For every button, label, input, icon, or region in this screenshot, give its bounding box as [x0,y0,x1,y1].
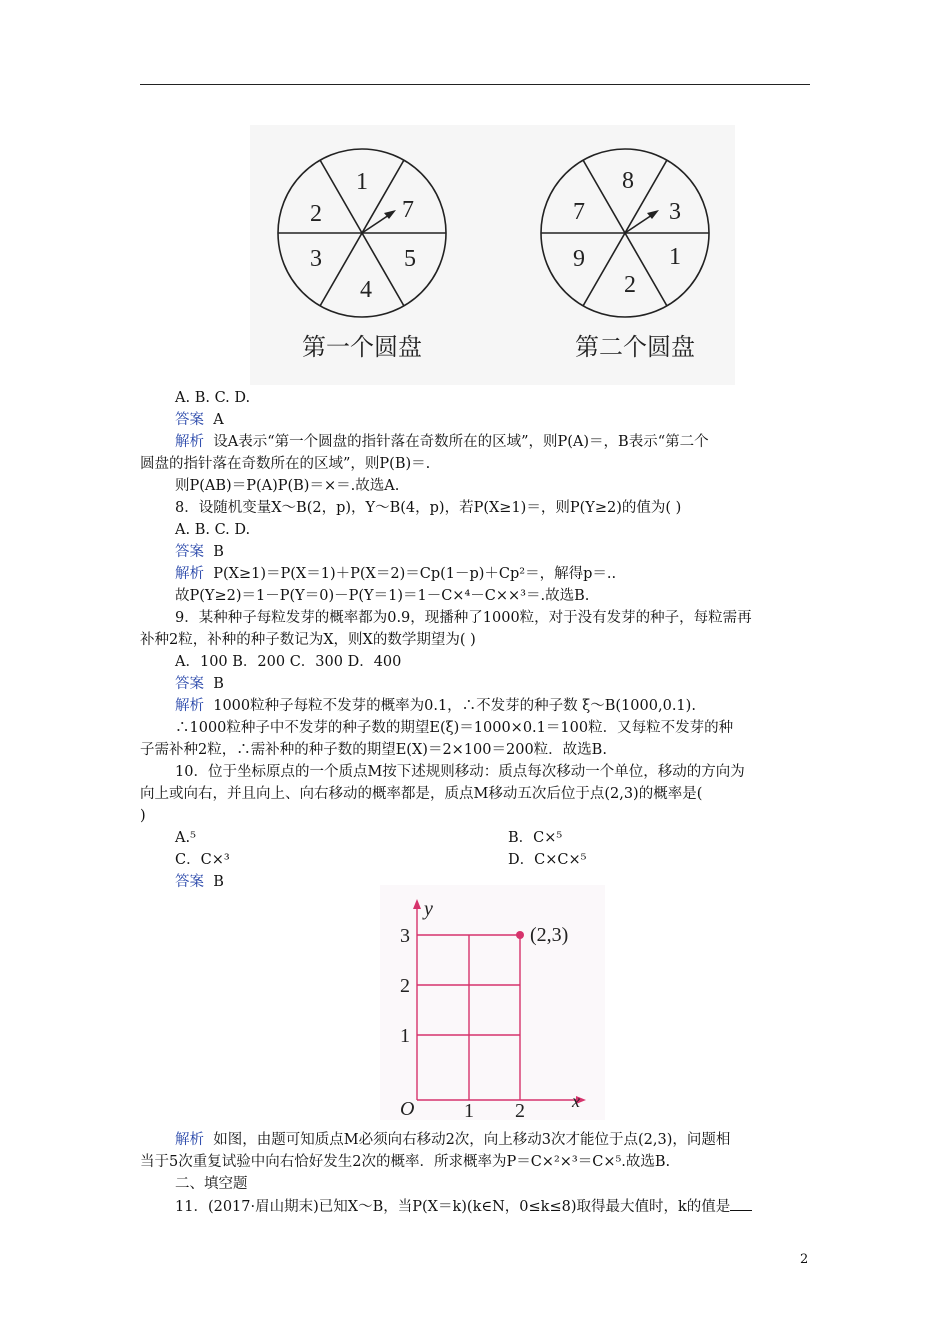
analysis-tag: 解析 [175,434,204,450]
q10-analysis-line [175,1130,730,1150]
q7-analysis-line [175,432,709,452]
disk2-sector-label: 8 [622,168,634,194]
q8-stem: 8．设随机变量X～B(2，p)，Y～B(4，p)，若P(X≥1)＝，则P(Y≥2)的值为( ) [175,500,682,516]
q10-stem: ) [140,808,146,824]
disk2-sector-label: 1 [669,244,681,270]
disk2-sector-label: 2 [624,272,636,298]
q9-stem: 补种2粒，补种的种子数记为X，则X的数学期望为( ) [140,632,476,648]
q8-analysis-line: 故P(Y≥2)＝1－P(Y＝0)－P(Y＝1)＝1－C×⁴－C××³＝.故选B. [175,588,590,604]
page-number: 2 [800,1252,809,1267]
disk1-sector-label: 4 [360,277,372,303]
answer-tag: 答案 [175,874,204,890]
answer-tag: 答案 [175,544,204,560]
q7-analysis-line: 则P(AB)＝P(A)P(B)＝×＝.故选A. [175,478,400,494]
q11-stem [175,1196,752,1217]
y-tick-label: 2 [400,975,410,997]
disk1-caption: 第一个圆盘 [302,333,422,361]
answer-tag: 答案 [175,676,204,692]
q9-analysis-line: ∴1000粒种子中不发芽的种子数的期望E(ξ)＝1000×0.1＝100粒．又每粒不发芽的种 [175,720,734,736]
disk2-caption: 第二个圆盘 [575,333,695,361]
q9-options: A．100 B．200 C．300 D．400 [175,654,402,670]
q11-text: 11．(2017·眉山期末)已知X～B，当P(X＝k)(k∈N，0≤k≤8)取得最大值时，k的值是 [175,1199,731,1215]
q10-stem: 10．位于坐标原点的一个质点M按下述规则移动：质点每次移动一个单位，移动的方向为 [175,764,745,780]
q10-stem: 向上或向右，并且向上、向右移动的概率都是，质点M移动五次后位于点(2,3)的概率是( [140,786,703,802]
answer-value: B [213,676,224,692]
disk1-sector-label: 3 [310,246,322,272]
disk1-sector-label: 7 [402,197,414,223]
grid-diagram [380,885,605,1120]
y-axis-label: y [424,898,433,920]
answer-tag: 答案 [175,412,204,428]
point-label: (2,3) [530,924,569,946]
q7-options: A. B. C. D. [175,390,251,406]
analysis-tag: 解析 [175,1132,204,1148]
disk1-sector-label: 2 [310,201,322,227]
answer-value: B [213,874,224,890]
spinner-figure [250,125,735,385]
q10-option-c: C．C×³ [175,852,230,868]
analysis-text: 如图，由题可知质点M必须向右移动2次，向上移动3次才能位于点(2,3)，问题相 [213,1132,731,1148]
spinner-diagram [250,125,735,385]
q7-answer [175,410,224,430]
analysis-text: 设A表示“第一个圆盘的指针落在奇数所在的区域”，则P(A)＝，B表示“第二个 [213,434,709,450]
disk2-sector-label: 9 [573,246,585,272]
target-point [516,931,524,939]
disk2-sector-label: 7 [573,199,585,225]
header-rule [140,84,810,85]
q10-option-b: B．C×⁵ [508,830,563,846]
q7-analysis-line: 圆盘的指针落在奇数所在的区域”，则P(B)＝. [140,456,431,472]
q8-analysis-line [175,564,616,584]
analysis-tag: 解析 [175,566,204,582]
y-tick-label: 1 [400,1025,410,1047]
disk1-sector-label: 5 [404,246,416,272]
x-tick-label: 2 [515,1100,525,1120]
q9-answer [175,674,224,694]
analysis-text: 1000粒种子每粒不发芽的概率为0.1，∴不发芽的种子数 ξ～B(1000,0.1). [213,698,696,714]
disk1-sector-label: 1 [356,169,368,195]
analysis-tag: 解析 [175,698,204,714]
x-tick-label: 1 [464,1100,474,1120]
q9-stem: 9．某种种子每粒发芽的概率都为0.9，现播种了1000粒，对于没有发芽的种子，每粒需再 [175,610,752,626]
y-arrowhead [413,899,421,909]
q9-analysis-line [175,696,696,716]
q10-answer [175,872,224,892]
q10-option-a: A.⁵ [175,830,196,846]
answer-value: B [213,544,224,560]
q8-answer [175,542,224,562]
grid-figure [380,885,605,1120]
q8-options: A. B. C. D. [175,522,251,538]
q10-analysis-line: 当于5次重复试验中向右恰好发生2次的概率．所求概率为P＝C×²×³＝C×⁵.故选B. [140,1154,671,1170]
x-axis-label: x [572,1091,580,1111]
y-tick-label: 3 [400,925,410,947]
q10-option-d: D．C×C×⁵ [508,852,587,868]
analysis-text: P(X≥1)＝P(X＝1)＋P(X＝2)＝Cp(1－p)＋Cp²＝，解得p＝.. [213,566,617,582]
section-heading: 二、填空题 [175,1176,248,1192]
answer-blank [730,1196,752,1211]
answer-value: A [213,412,224,428]
origin-label: O [400,1098,415,1120]
disk2-sector-label: 3 [669,199,681,225]
q9-analysis-line: 子需补种2粒，∴需补种的种子数的期望E(X)＝2×100＝200粒．故选B. [140,742,607,758]
